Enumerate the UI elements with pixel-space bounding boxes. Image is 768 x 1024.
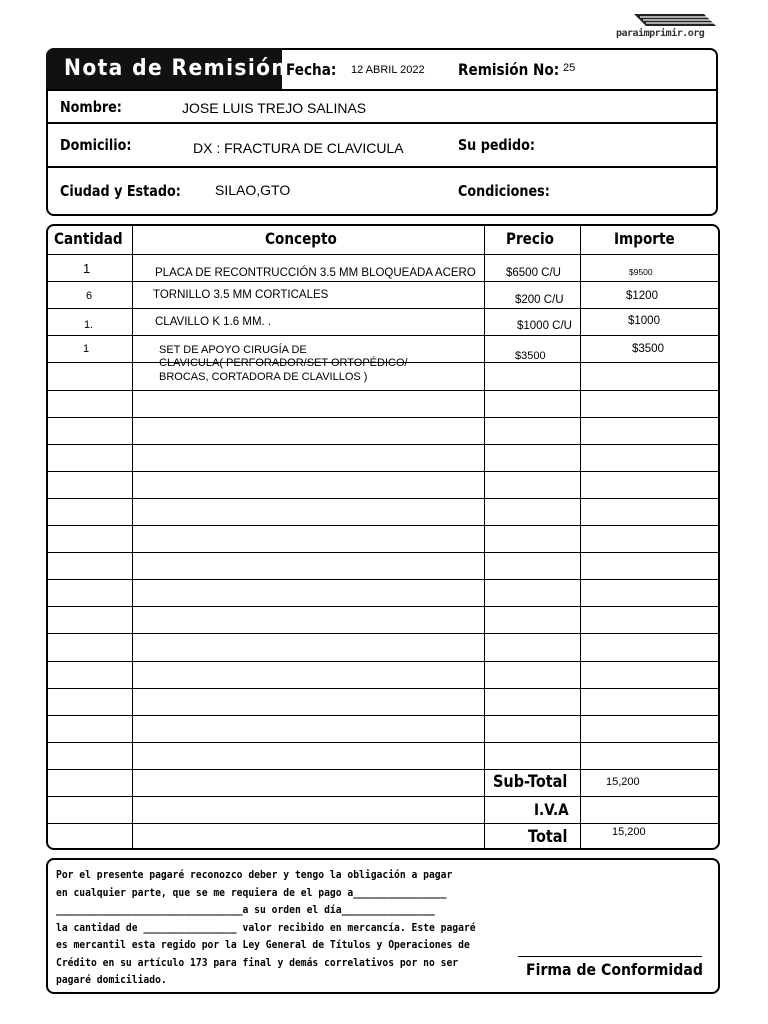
row-4-importe: $3500: [632, 343, 664, 355]
header-divider: [46, 89, 718, 91]
legal-line: Crédito en su artículo 173 para final y demás correlativos por no ser: [56, 955, 459, 969]
legal-line: en cualquier parte, que se me requiera de el pago a________________: [56, 885, 447, 899]
column-divider: [484, 226, 485, 850]
row-1-cantidad: 1: [83, 261, 91, 276]
row-divider: [48, 606, 718, 607]
column-divider: [580, 226, 581, 850]
header-divider: [46, 166, 718, 168]
row-divider: [48, 633, 718, 634]
legal-line: ________________________________a su orden el día________________: [56, 903, 435, 916]
signature-label: Firma de Conformidad: [526, 960, 703, 979]
remision-label: Remisión No:: [458, 60, 560, 79]
row-divider: [48, 688, 718, 689]
logo-text: paraimprimir.org: [616, 28, 705, 39]
header-concepto: Concepto: [265, 229, 337, 248]
domicilio-label: Domicilio:: [60, 136, 132, 154]
nombre-label: Nombre:: [60, 98, 122, 116]
row-2-cantidad: 6: [86, 290, 93, 302]
row-divider: [48, 390, 718, 391]
row-1-importe: $9500: [629, 267, 653, 277]
legal-line: la cantidad de ________________ valor recibido en mercancía. Este pagaré: [56, 920, 476, 934]
row-divider: [48, 308, 718, 309]
fecha-label: Fecha:: [286, 60, 337, 79]
total-value: 15,200: [612, 826, 646, 838]
remision-value: 25: [563, 62, 576, 74]
row-4-concepto-line2: CLAVICULA( PERFORADOR/SET ORTOPÉDICO/: [159, 357, 408, 369]
row-divider: [48, 525, 718, 526]
row-divider: [48, 335, 718, 336]
row-2-importe: $1200: [626, 290, 658, 302]
ciudad-value: SILAO,GTO: [215, 182, 291, 198]
row-1-precio: $6500 C/U: [506, 267, 561, 279]
document-title: Nota de Remisión: [64, 56, 288, 81]
legal-line: pagaré domiciliado.: [56, 973, 167, 986]
row-divider: [48, 444, 718, 445]
row-divider: [48, 823, 718, 824]
row-divider: [48, 715, 718, 716]
fecha-value: 12 ABRIL 2022: [351, 64, 425, 76]
header-precio: Precio: [506, 229, 554, 248]
header-cantidad: Cantidad: [54, 229, 123, 248]
row-3-concepto: CLAVILLO K 1.6 MM. .: [155, 316, 272, 328]
ciudad-label: Ciudad y Estado:: [60, 182, 181, 200]
row-4-cantidad: 1: [83, 343, 90, 355]
row-divider: [48, 254, 718, 255]
row-4-concepto-line1: SET DE APOYO CIRUGÍA DE: [159, 344, 307, 356]
legal-line: Por el presente pagaré reconozco deber y tengo la obligación a pagar: [56, 868, 453, 881]
column-divider: [132, 226, 133, 850]
row-divider: [48, 579, 718, 580]
row-divider: [48, 661, 718, 662]
header-importe: Importe: [614, 229, 675, 248]
row-3-precio: $1000 C/U: [517, 320, 572, 332]
legal-text: [56, 866, 487, 989]
row-divider: [48, 552, 718, 553]
header-divider: [46, 122, 718, 124]
condiciones-label: Condiciones:: [458, 182, 550, 200]
nombre-value: JOSE LUIS TREJO SALINAS: [182, 100, 367, 116]
row-divider: [48, 498, 718, 499]
row-divider: [48, 769, 718, 770]
legal-line: es mercantil esta regido por la Ley General de Títulos y Operaciones de: [56, 938, 470, 951]
row-1-concepto: PLACA DE RECONTRUCCIÓN 3.5 MM BLOQUEADA ACERO: [155, 267, 476, 279]
domicilio-value: DX : FRACTURA DE CLAVICULA: [193, 140, 404, 156]
subtotal-label: Sub-Total: [493, 772, 568, 792]
row-divider: [48, 796, 718, 797]
items-table: [46, 224, 720, 850]
row-divider: [48, 281, 718, 282]
row-2-concepto: TORNILLO 3.5 MM CORTICALES: [153, 289, 329, 301]
row-3-cantidad: 1.: [84, 319, 94, 331]
total-label: Total: [528, 827, 568, 847]
row-2-precio: $200 C/U: [515, 294, 564, 306]
row-3-importe: $1000: [628, 315, 660, 327]
subtotal-value: 15,200: [606, 776, 640, 788]
row-4-concepto-line3: BROCAS, CORTADORA DE CLAVILLOS ): [159, 371, 368, 383]
row-4-precio: $3500: [515, 350, 546, 362]
iva-label: I.V.A: [534, 800, 569, 819]
row-divider: [48, 742, 718, 743]
row-divider: [48, 471, 718, 472]
signature-line: [518, 956, 702, 957]
su-pedido-label: Su pedido:: [458, 136, 535, 154]
row-divider: [48, 417, 718, 418]
